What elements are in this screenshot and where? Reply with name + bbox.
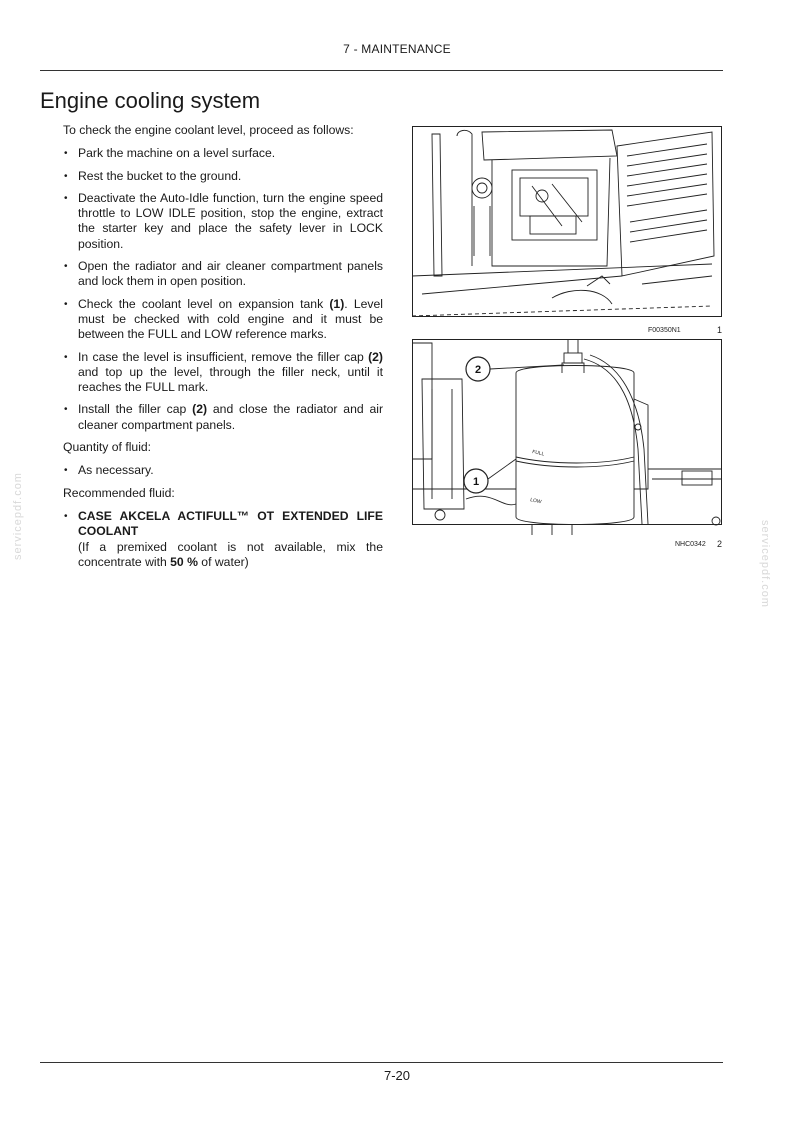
figure-expansion-tank <box>412 339 723 549</box>
low-mark-label: LOW <box>529 497 542 506</box>
page-number: 7-20 <box>383 1068 411 1083</box>
intro-text: To check the engine coolant level, proceed as follows: <box>63 123 354 137</box>
step-text: Check the coolant level on expansion tank <box>78 296 330 311</box>
expansion-tank-illustration <box>412 339 722 535</box>
step-item <box>63 350 383 396</box>
callout-1-label: 1 <box>472 476 480 488</box>
step-item <box>63 146 383 161</box>
callout-2 <box>466 357 564 381</box>
figure-engine-compartment <box>412 126 723 335</box>
header-rule <box>40 70 723 71</box>
page-title: Engine cooling system <box>40 88 261 113</box>
part-reference: (2) <box>192 402 208 417</box>
step-item <box>63 191 383 252</box>
fluid-item <box>63 509 383 570</box>
step-text: . Level must be checked with cold engine and it must be between the FULL and LOW reference marks. <box>78 296 383 342</box>
step-item <box>63 169 383 184</box>
full-mark-label: FULL <box>531 449 545 458</box>
step-text: Install the filler cap <box>78 402 193 417</box>
figure-1-code: F00350N1 <box>648 327 681 334</box>
part-reference: (1) <box>329 296 345 311</box>
watermark-right: servicepdf.com <box>759 520 771 608</box>
fluid-list <box>63 509 383 570</box>
engine-compartment-illustration <box>412 126 722 332</box>
fluid-note-text: (If a premixed coolant is not available, mix the concentrate with <box>78 539 383 569</box>
fluid-note-tail: of water) <box>197 554 249 569</box>
step-text: Park the machine on a level surface. <box>78 146 276 161</box>
fluid-note-ratio: 50 % <box>170 554 198 569</box>
footer-rule <box>40 1062 723 1063</box>
fluid-label: Recommended fluid: <box>63 485 175 500</box>
step-item <box>63 297 383 343</box>
step-text: Deactivate the Auto-Idle function, turn the engine speed throttle to LOW IDLE position, stop the engine, extract the starter key and place the safety lever in LOCK position. <box>78 190 383 251</box>
part-reference: (2) <box>368 349 383 364</box>
quantity-value: • As necessary. <box>63 463 383 478</box>
figure-2-number: 2 <box>717 539 723 549</box>
step-item <box>63 402 383 433</box>
step-text: Open the radiator and air cleaner compartment panels and lock them in open position. <box>78 259 383 289</box>
step-text: and top up the level, through the filler neck, until it reaches the FULL mark. <box>78 364 383 395</box>
steps-list <box>63 146 383 433</box>
quantity-list <box>63 463 383 478</box>
callout-2-label: 2 <box>474 364 482 376</box>
callout-1 <box>464 459 516 493</box>
figure-2-code: NHC0342 <box>675 541 706 548</box>
step-text: and close the radiator and air cleaner compartment panels. <box>78 402 384 432</box>
level-marks <box>530 449 545 505</box>
watermark-left: servicepdf.com <box>12 472 24 560</box>
procedure-text <box>63 123 383 577</box>
section-header: 7 - MAINTENANCE <box>343 42 451 56</box>
step-item <box>63 259 383 290</box>
fluid-name: CASE AKCELA ACTIFULL™ OT EXTENDED LIFE COOLANT <box>78 508 383 539</box>
quantity-label: Quantity of fluid: <box>63 440 152 455</box>
figure-1-number: 1 <box>717 325 723 335</box>
fluid-note <box>78 540 383 571</box>
step-text: Rest the bucket to the ground. <box>78 168 242 183</box>
step-text: In case the level is insufficient, remove the filler cap <box>78 349 369 364</box>
